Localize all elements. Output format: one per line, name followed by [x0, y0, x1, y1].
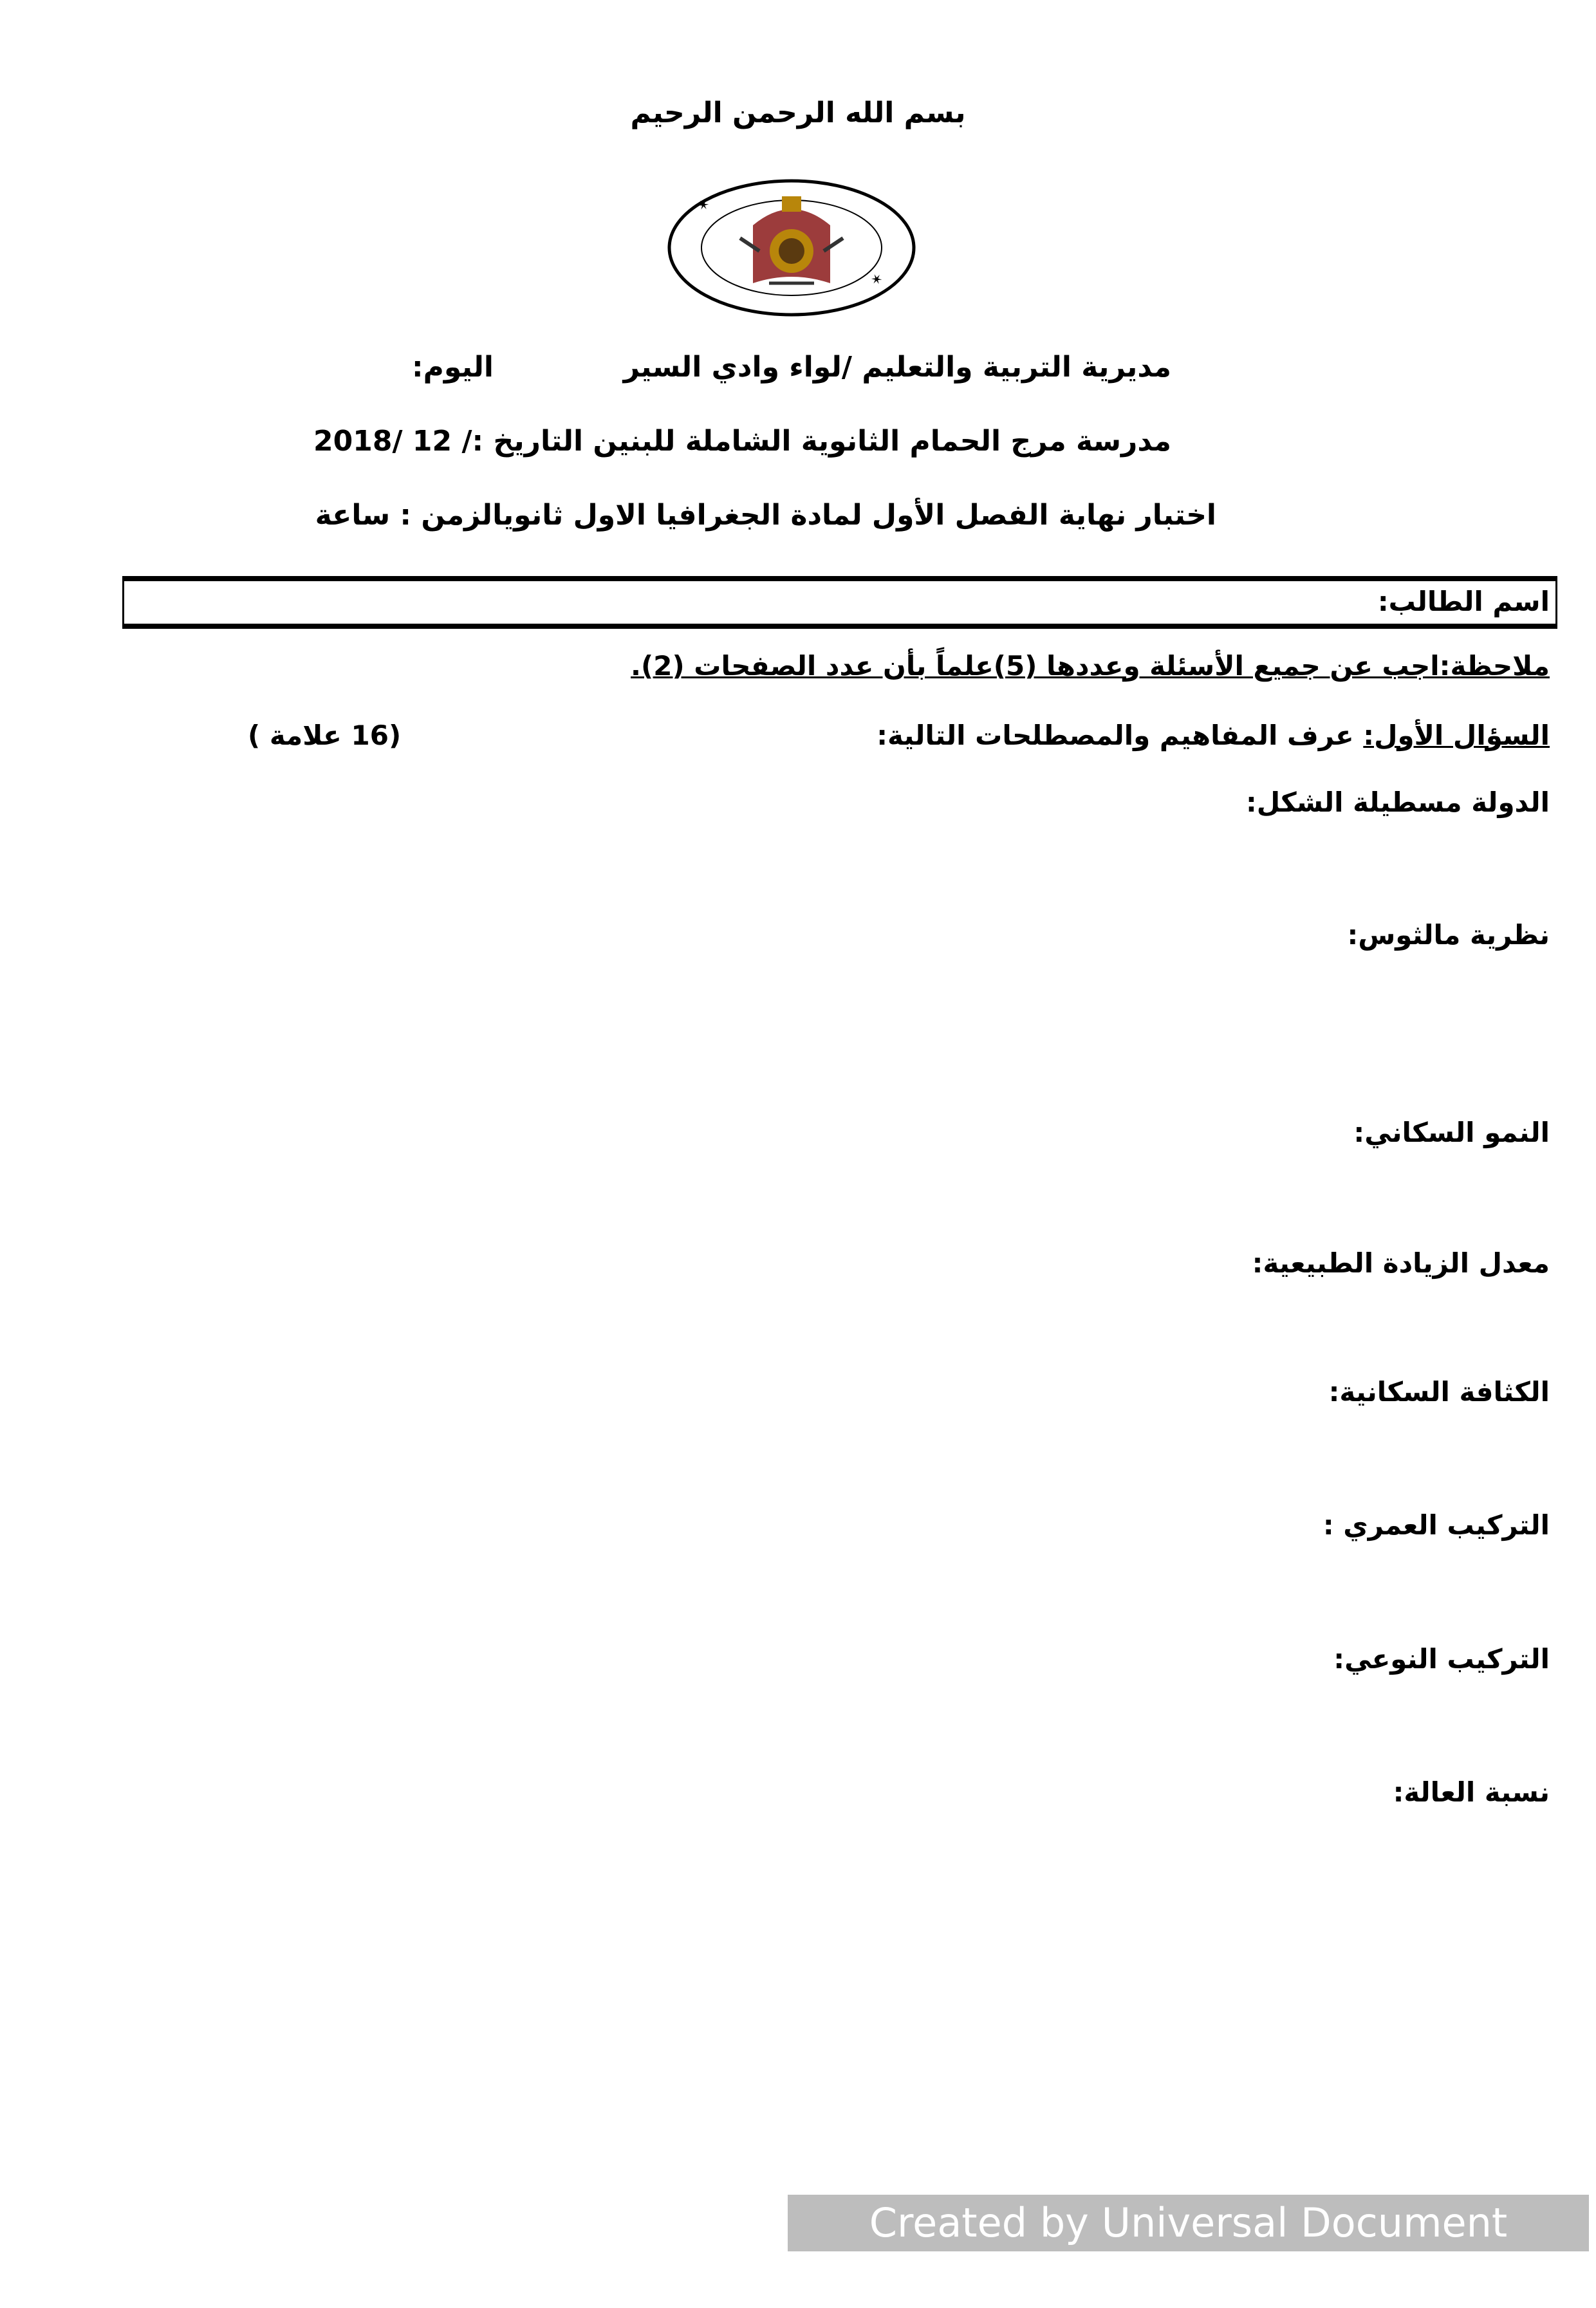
svg-text:✶: ✶ [694, 195, 714, 216]
question-1-marks: (16 علامة ) [248, 720, 402, 751]
exam-note: ملاحظة:اجب عن جميع الأسئلة وعددها (5)علماً بأن عدد الصفحات (2). [631, 650, 1550, 682]
question-1-title: السؤال الأول: [1363, 720, 1550, 751]
term-item: نسبة العالة: [1393, 1776, 1550, 1808]
term-item: معدل الزيادة الطبيعية: [1252, 1247, 1550, 1279]
jordan-coat-of-arms-icon [656, 174, 927, 322]
question-1-heading [877, 720, 1550, 751]
student-name-label: اسم الطالب: [1377, 586, 1550, 617]
day-label: اليوم: [412, 351, 494, 384]
directorate-line: مديرية التربية والتعليم /لواء وادي السير [623, 351, 1171, 384]
student-name-box[interactable] [122, 576, 1557, 629]
question-1-instruction: عرف المفاهيم والمصطلحات التالية: [877, 720, 1354, 751]
term-item: التركيب النوعي: [1333, 1643, 1550, 1675]
ministry-emblem [656, 174, 927, 322]
term-item: التركيب العمري : [1322, 1509, 1550, 1541]
term-item: الكثافة السكانية: [1328, 1376, 1550, 1408]
term-item: النمو السكاني: [1353, 1117, 1550, 1148]
exam-title-line: اختبار نهاية الفصل الأول لمادة الجغرافيا الاول ثانويالزمن : ساعة [315, 499, 1216, 532]
basmala: بسم الله الرحمن الرحيم [630, 97, 966, 129]
svg-text:✶: ✶ [866, 270, 886, 290]
converter-watermark: Created by Universal Document Converter [788, 2195, 1589, 2251]
school-date-line: مدرسة مرج الحمام الثانوية الشاملة للبنين التاريخ :/ 12 /2018 [313, 425, 1171, 458]
term-item: نظرية مالثوس: [1347, 919, 1550, 951]
term-item: الدولة مسطيلة الشكل: [1245, 786, 1550, 818]
